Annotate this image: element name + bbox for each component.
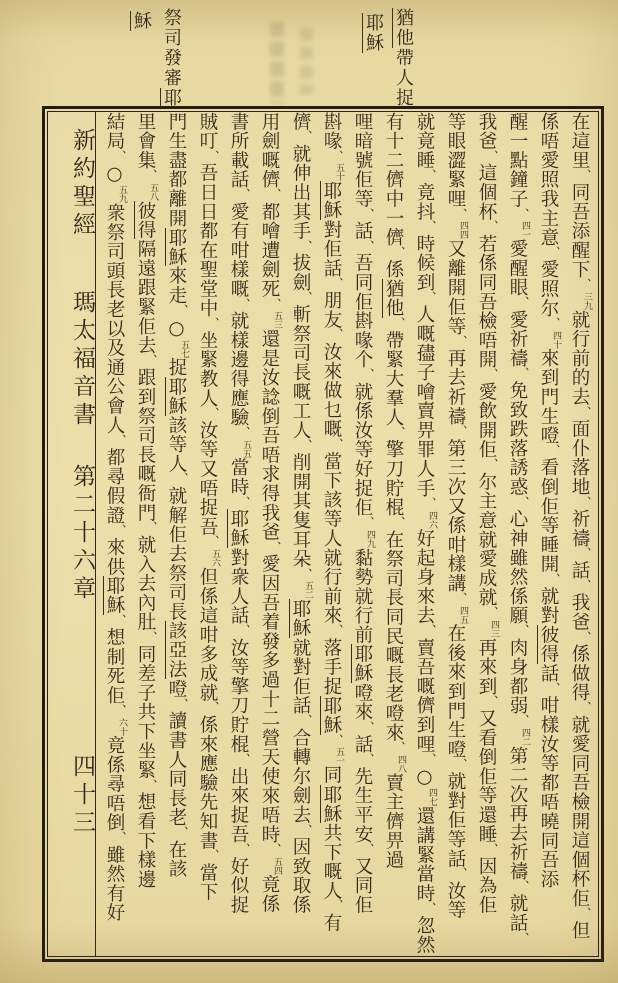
reading-punct: 、	[547, 682, 561, 695]
reading-punct: 、	[237, 842, 251, 856]
body-column-2: 係唔愛照我主意、愛照尔、四十來到門生噔、看倒佢等睡開、就對彼得話、咁樣汝等都唔曉同吾添	[538, 112, 561, 889]
body-column-8: 哩暗號佢等、話、吾同佢斟喙个、就係汝等好捉佢、四九黏勢就行前耶穌噔來、話、先生平安、又同佢	[352, 112, 375, 915]
reading-punct: 、	[423, 496, 437, 510]
proper-noun-mark: 耶穌	[321, 784, 342, 824]
body-column-11: 用劍嘅儕、都噲遭劍死、五三還是汝諗倒吾唔求得我爸、愛因吾着發多過十二營天使來唔時、五四竟係	[259, 112, 282, 914]
reading-punct: 、	[516, 207, 530, 221]
reading-punct: 、	[113, 831, 127, 845]
reading-punct: 、	[144, 521, 158, 535]
reading-punct: 、	[454, 867, 468, 881]
verse-number: 六十	[117, 717, 127, 736]
reading-punct: 、	[454, 424, 468, 438]
reading-punct: 、	[516, 624, 530, 637]
reading-punct: 、	[361, 752, 375, 766]
reading-punct: 、	[206, 701, 220, 715]
verse-number: 四九	[365, 529, 375, 548]
reading-punct: 、	[144, 778, 158, 792]
reading-punct: 、	[113, 523, 127, 537]
reading-punct: 、	[578, 701, 592, 715]
page-inner-border	[47, 111, 599, 957]
reading-punct: 、	[299, 291, 313, 304]
reading-punct: 、	[516, 296, 530, 310]
verse-number: 四四	[458, 221, 468, 240]
body-column-6: 就竟睡、竟抖、時候到、人嘅孻子噲賣畀罪人手、四六好起身來去、賣吾嘅儕到哩、○四七還講緊當時、忽然	[414, 112, 437, 955]
verse-number: 五八	[148, 182, 158, 201]
verse-number: 五六	[210, 549, 220, 568]
reading-punct: 、	[175, 826, 189, 840]
reading-punct: 、	[175, 472, 189, 486]
reading-punct: 、	[330, 624, 344, 637]
reading-punct: 、	[330, 437, 344, 451]
reading-punct: 、	[578, 630, 592, 644]
reading-punct: 、	[454, 592, 468, 605]
reading-punct: 、	[113, 703, 127, 717]
verse-number: 五二	[303, 581, 313, 600]
reading-punct: 、	[516, 495, 530, 509]
reading-punct: 、	[392, 741, 406, 755]
reading-punct: 、	[330, 328, 344, 342]
reading-punct: 、	[144, 630, 158, 644]
reading-punct: 、	[516, 880, 530, 893]
reading-punct: 、	[206, 316, 220, 330]
title-column	[48, 112, 96, 956]
reading-punct: 、	[423, 752, 437, 766]
verse-number: 四六	[427, 510, 437, 529]
reading-punct: 、	[578, 278, 592, 292]
reading-punct: 、	[361, 842, 375, 856]
verse-number: 五十	[334, 163, 344, 182]
reading-punct: 、	[330, 899, 344, 913]
reading-punct: 、	[175, 697, 189, 711]
body-column-15: 里會集、五八彼得隔遠跟緊佢去、跟到祭司長嘅衙門、就入去內肚、同差子共下坐緊、想看下樣邊	[135, 112, 158, 889]
reading-punct: 、	[578, 495, 592, 509]
body-column-13: 賊叮、吾日日都在聖堂中、坐緊教人、汝等又唔捉吾、五六但係這咁多成就、係來應驗先知書、當下	[197, 112, 220, 902]
proper-noun-mark: 耶	[161, 88, 182, 108]
reading-punct: 、	[392, 316, 406, 330]
reading-punct: 、	[392, 246, 406, 259]
reading-punct: 、	[330, 276, 344, 290]
verse-number: 四八	[396, 755, 406, 774]
reading-punct: 、	[330, 149, 344, 163]
body-column-16: 結局、○五九衆祭司頭長老以及通公會人、都尋假證、來供耶穌、想制死佢、六十竟係尋唔倒、雖然有好	[104, 112, 127, 923]
book-title: 新約聖經	[69, 128, 95, 240]
reading-punct: 、	[237, 426, 251, 439]
reading-punct: 、	[578, 168, 592, 182]
proper-noun-mark: 耶穌	[166, 376, 187, 416]
body-column-10: 儕、就伸出其手、拔劍、斬祭司長嘅工人、削開其隻耳朵、五二耶穌就對佢話、合轉尔劍去、因致取係	[290, 112, 313, 915]
page-border-frame	[42, 106, 604, 962]
margin-note-right-line1: 猶他帶人捉	[393, 8, 414, 108]
margin-note-right-line2	[360, 13, 386, 53]
reading-punct: 、	[299, 239, 313, 253]
reading-punct: 、	[578, 405, 592, 419]
reading-punct: 、	[113, 433, 127, 447]
reading-punct: 、	[299, 438, 313, 452]
reading-punct: 、	[113, 613, 127, 627]
body-column-4: 我爸、這個杯、若係同吾檢唔開、愛飲開佢、尔主意就愛成就、四三再來到、又看倒佢等還睡、因為佢	[476, 112, 499, 915]
reading-punct: 、	[268, 188, 282, 202]
proper-noun-mark: 該亞法	[166, 621, 187, 680]
verse-number: 五三	[272, 311, 282, 330]
proper-noun-mark: 耶穌	[321, 181, 342, 221]
reading-punct: 、	[578, 546, 592, 560]
reading-punct: 、	[485, 220, 499, 234]
body-column-14: 門生盡都離開耶穌來走、○五七捉耶穌該等人、就解佢去祭司長該亞法噔、讀書人同長老、在該	[166, 112, 189, 879]
verse-number: 五七	[179, 339, 189, 358]
reading-punct: 、	[175, 304, 189, 317]
reading-punct: 、	[206, 535, 220, 549]
reading-punct: 、	[485, 694, 499, 708]
verse-number: 四一	[520, 221, 530, 240]
reading-punct: 、	[547, 444, 561, 457]
body-column-7: 有十二儕中一儕、係猶他、帶緊大羣人、擎刀貯棍、在祭司長同民嘅長老噔來、四八賣主儕畀過	[383, 112, 406, 870]
reading-punct: 、	[361, 720, 375, 734]
verse-number: 四三	[489, 620, 499, 638]
reading-punct: 、	[578, 907, 592, 920]
reading-punct: 、	[237, 624, 251, 637]
reading-punct: 、	[144, 168, 158, 182]
reading-punct: 、	[547, 572, 561, 586]
scripture-text-block	[102, 112, 598, 956]
chapter-number: 第二十六章	[69, 464, 95, 604]
reading-punct: 、	[454, 757, 468, 771]
reading-punct: 、	[485, 368, 499, 382]
verse-number: 五九	[117, 185, 127, 204]
reading-punct: 、	[330, 733, 344, 747]
body-column-12: 書所載話、愛有咁樣嘅、就樣邊得應驗、五五當時、耶穌對衆人話、汝等擎刀貯棍、出來捉吾、好似捉	[228, 112, 251, 915]
reading-punct: 、	[516, 931, 530, 945]
reading-punct: 、	[423, 291, 437, 304]
reading-punct: 、	[423, 901, 437, 915]
reading-punct: 、	[206, 849, 220, 863]
reading-punct: 、	[299, 130, 313, 144]
reading-punct: 、	[454, 334, 468, 348]
body-column-5: 等眼澀緊哩、四四又離開佢等、再去祈禱、第三次又係咁樣講、四五在後來到門生噔、就對佢等話、汝等	[445, 112, 468, 920]
reading-punct: 、	[392, 516, 406, 529]
verse-number: 四二	[520, 728, 530, 747]
reading-punct: 、	[361, 368, 375, 382]
reading-punct: 、	[237, 297, 251, 311]
verse-number: 五一	[334, 747, 344, 766]
reading-punct: 、	[299, 823, 313, 837]
reading-punct: 、	[485, 606, 499, 619]
reading-punct: 、	[299, 567, 313, 581]
verse-number: 四十	[551, 330, 561, 349]
reading-punct: 、	[485, 842, 499, 856]
proper-noun-mark: 耶穌	[104, 576, 125, 615]
verse-number: 三九	[582, 292, 592, 311]
body-column-3: 醒一點鐘子、四一愛醒眼、愛祈禱、免致跌落誘惑、心神雖然係願、肉身都弱、四二第二次再去祈禱、就話、	[507, 112, 530, 945]
verse-number: 五五	[241, 439, 251, 458]
reading-punct: 、	[113, 149, 127, 163]
margin-note-left-line2	[128, 11, 154, 31]
page-number: 四十三	[69, 754, 95, 838]
reading-punct: 、	[299, 714, 313, 728]
reading-punct: 、	[578, 579, 592, 592]
reading-punct: 、	[237, 188, 251, 202]
reading-punct: 、	[423, 168, 437, 182]
proper-noun-mark: 穌	[131, 11, 152, 31]
reading-punct: 、	[144, 354, 158, 367]
verse-number: 四五	[458, 605, 468, 624]
reading-punct: 、	[206, 406, 220, 420]
proper-noun-mark: 耶穌	[228, 509, 249, 548]
proper-noun-mark: 耶穌	[352, 644, 373, 684]
body-column-9: 斟喙、五十耶穌對佢話、朋友、汝來做乜嘅、當下該等人就行前來、落手捉耶穌、五一同耶穌共下嘅人、有	[321, 112, 344, 933]
proper-noun-mark: 猶他	[393, 8, 414, 48]
proper-noun-mark: 耶穌	[321, 695, 342, 735]
reading-punct: 、	[423, 220, 437, 234]
proper-noun-mark: 耶穌	[363, 13, 384, 53]
proper-noun-mark: 彼得	[538, 625, 559, 664]
reading-punct: 、	[547, 246, 561, 259]
reading-punct: 、	[361, 239, 375, 253]
reading-punct: 、	[206, 149, 220, 163]
reading-punct: 、	[454, 207, 468, 221]
reading-punct: 、	[485, 458, 499, 472]
gospel-title: 瑪太福音書	[69, 290, 95, 430]
reading-punct: 、	[516, 714, 530, 728]
ink-bleed-smudge	[262, 22, 332, 112]
reading-punct: 、	[361, 207, 375, 221]
reading-punct: 、	[268, 540, 282, 554]
reading-punct: 、	[392, 426, 406, 439]
reading-punct: 、	[268, 297, 282, 311]
reading-punct: 、	[237, 752, 251, 766]
reading-punct: 、	[268, 842, 282, 856]
verse-number: 五四	[272, 856, 282, 875]
reading-punct: 、	[516, 366, 530, 380]
reading-punct: 、	[547, 316, 561, 330]
margin-note-left-line1: 祭司發審耶	[161, 8, 182, 108]
reading-punct: 、	[361, 516, 375, 529]
proper-noun-mark: 耶穌	[166, 227, 187, 267]
verse-number: 四七	[427, 788, 437, 807]
proper-noun-mark: 彼得	[135, 200, 156, 240]
proper-noun-mark: 猶他	[383, 279, 404, 318]
reading-punct: 、	[237, 495, 251, 509]
reading-punct: 、	[423, 624, 437, 637]
body-column-1: 在這里、同吾添醒下、三九就行前的去、面仆落地、祈禱、話、我爸、係做得、就愛同吾檢開這個杯佢、但	[569, 112, 592, 941]
proper-noun-mark: 耶穌	[290, 599, 311, 639]
reading-punct: 、	[485, 149, 499, 163]
